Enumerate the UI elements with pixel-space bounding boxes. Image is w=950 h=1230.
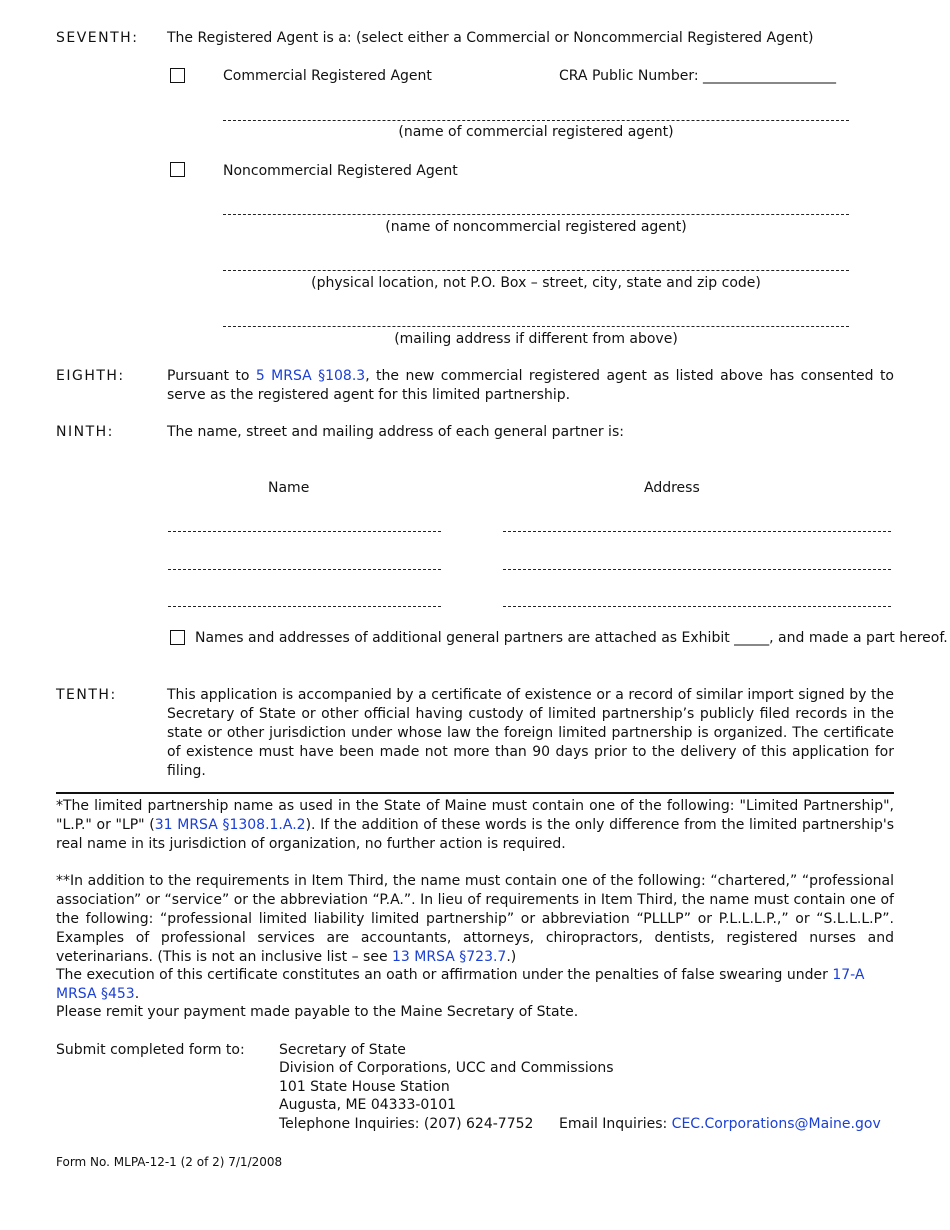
- payment-instruction: Please remit your payment made payable to the Maine Secretary of State.: [56, 1004, 579, 1020]
- form-number: Form No. MLPA-12-1 (2 of 2) 7/1/2008: [56, 1155, 283, 1169]
- commercial-agent-checkbox[interactable]: [170, 68, 185, 83]
- email-label: Email Inquiries:: [559, 1116, 668, 1132]
- seventh-label: SEVENTH:: [56, 30, 139, 46]
- partner-address-line-2[interactable]: [503, 569, 891, 570]
- noncommercial-agent-caption: (name of noncommercial registered agent): [385, 219, 687, 235]
- noncommercial-agent-label: Noncommercial Registered Agent: [223, 163, 458, 179]
- eighth-text: Pursuant to 5 MRSA §108.3, the new commercial registered agent as listed above has consented to serve as the registered agent for this limited partnership.: [167, 368, 894, 403]
- name-column-header: Name: [268, 480, 310, 496]
- commercial-agent-label: Commercial Registered Agent: [223, 68, 432, 84]
- address-line-1: Secretary of State: [279, 1042, 406, 1058]
- address-line-4: Augusta, ME 04333-0101: [279, 1097, 457, 1113]
- partner-name-line-1[interactable]: [168, 531, 441, 532]
- additional-partners-checkbox[interactable]: [170, 630, 185, 645]
- mailing-address-line[interactable]: [223, 326, 849, 327]
- oath-statement: The execution of this certificate constitutes an oath or affirmation under the penalties of false swearing under 17-A MRSA §453.: [56, 967, 865, 1002]
- commercial-agent-caption: (name of commercial registered agent): [398, 124, 674, 140]
- mrsa-1308-link[interactable]: 31 MRSA §1308.1.A.2: [154, 817, 306, 833]
- physical-location-line[interactable]: [223, 270, 849, 271]
- address-line-3: 101 State House Station: [279, 1079, 450, 1095]
- note-professional-services: **In addition to the requirements in Item Third, the name must contain one of the following: “chartered,” “professional association” or “service” or the abbreviation “P.A.”. In lieu of requirements in Item Third, the name must contain one of the following: “professional limited liability limited partnership” or abbreviation “PLLLP” or P.L.L.L.P.,” or “S.L.L.L.P”. Examples of professional services are accountants, attorneys, chiropractors, dentists, registered nurses and veterinarians. (This is not an inclusive list – see 13 MRSA §723.7.): [56, 873, 894, 965]
- physical-location-caption: (physical location, not P.O. Box – street, city, state and zip code): [311, 275, 761, 291]
- address-line-2: Division of Corporations, UCC and Commissions: [279, 1060, 614, 1076]
- mrsa-723-link[interactable]: 13 MRSA §723.7: [392, 949, 507, 965]
- mrsa-453-link[interactable]: 17-A MRSA §453: [56, 967, 865, 1002]
- noncommercial-agent-checkbox[interactable]: [170, 162, 185, 177]
- cra-number-blank: ___________________: [703, 68, 837, 84]
- submit-label: Submit completed form to:: [56, 1042, 245, 1058]
- mailing-address-caption: (mailing address if different from above): [394, 331, 678, 347]
- eighth-label: EIGHTH:: [56, 368, 125, 384]
- partner-address-line-3[interactable]: [503, 606, 891, 607]
- partner-name-line-2[interactable]: [168, 569, 441, 570]
- tenth-label: TENTH:: [56, 687, 117, 703]
- email-inquiries: [559, 1115, 881, 1133]
- email-link[interactable]: CEC.Corporations@Maine.gov: [671, 1116, 881, 1132]
- additional-partners-text: Names and addresses of additional general partners are attached as Exhibit _____, and made a part hereof.: [195, 630, 948, 646]
- commercial-agent-name-line[interactable]: [223, 120, 849, 121]
- cra-number-field[interactable]: [559, 67, 836, 85]
- note-limited-partnership-name: *The limited partnership name as used in the State of Maine must contain one of the following: "Limited Partnership", "L.P." or "LP" (31 MRSA §1308.1.A.2). If the addition of these words is the only difference from the limited partnership's real name in its jurisdiction of organization, no further action is required.: [56, 798, 894, 852]
- ninth-intro: The name, street and mailing address of each general partner is:: [167, 424, 624, 440]
- telephone-inquiries: Telephone Inquiries: (207) 624-7752: [279, 1116, 534, 1132]
- mrsa-108-link[interactable]: 5 MRSA §108.3: [255, 368, 366, 384]
- tenth-text: This application is accompanied by a certificate of existence or a record of similar import signed by the Secretary of State or other official having custody of limited partnership’s publicly filed records in the state or other jurisdiction under whose law the foreign limited partnership is organized. The certificate of existence must have been made not more than 90 days prior to the delivery of this application for filing.: [167, 687, 894, 779]
- cra-number-label: CRA Public Number:: [559, 68, 699, 84]
- partner-name-line-3[interactable]: [168, 606, 441, 607]
- seventh-intro: The Registered Agent is a: (select either a Commercial or Noncommercial Registered Agent): [167, 30, 814, 46]
- partner-address-line-1[interactable]: [503, 531, 891, 532]
- section-divider: [56, 792, 894, 794]
- noncommercial-agent-name-line[interactable]: [223, 214, 849, 215]
- ninth-label: NINTH:: [56, 424, 114, 440]
- address-column-header: Address: [644, 480, 700, 496]
